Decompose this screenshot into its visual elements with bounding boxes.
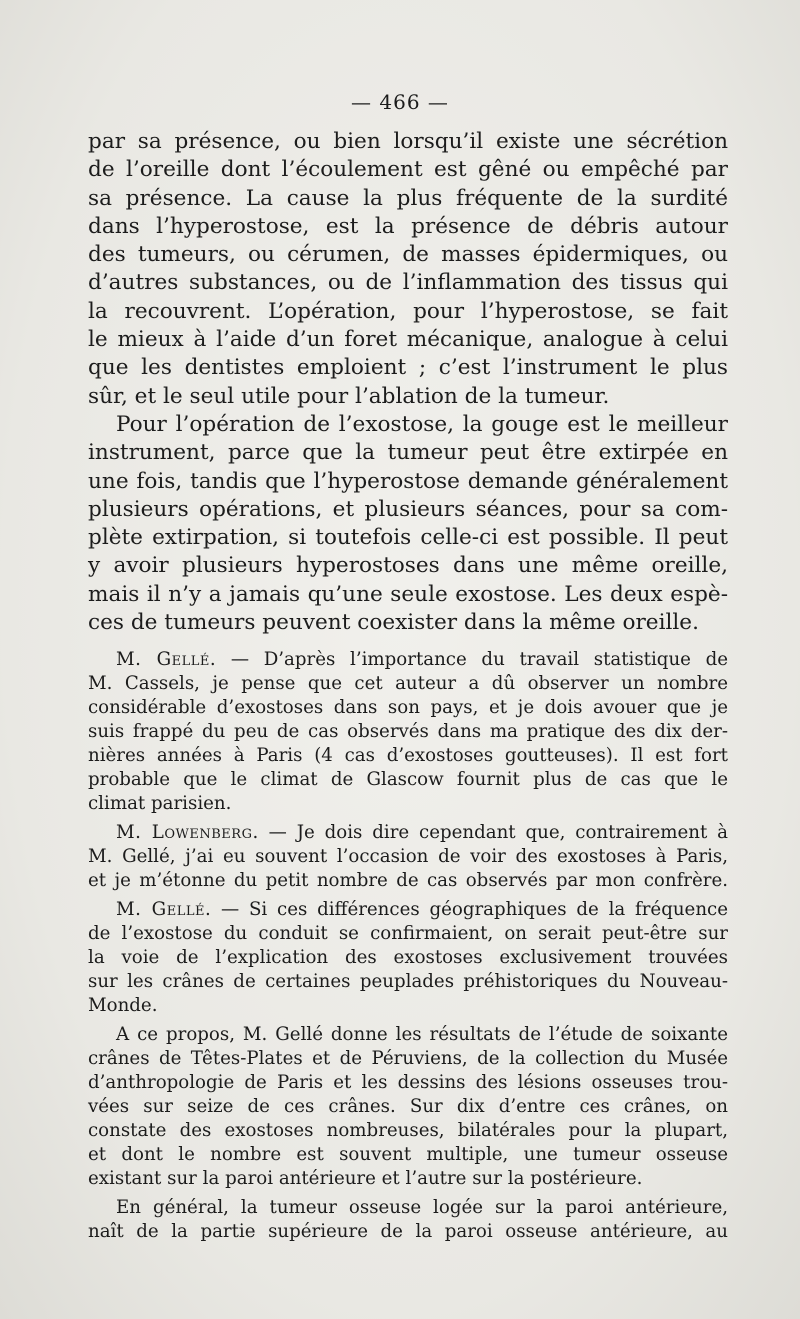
- discussion-paragraph-3: [88, 898, 728, 1018]
- text-line: instrument, parce que la tumeur peut être extirpée en: [88, 440, 728, 466]
- text-line: mais il n’y a jamais qu’une seule exostose. Les deux espè-: [88, 581, 728, 607]
- discussion-paragraph-1: [88, 648, 728, 816]
- text-line: considérable d’exostoses dans son pays, et je dois avouer que je: [88, 697, 728, 718]
- text-line: des tumeurs, ou cérumen, de masses épidermiques, ou: [88, 242, 728, 268]
- text-line: M. Gellé. — D’après l’importance du travail statistique de: [116, 649, 728, 670]
- text-line: la recouvrent. L’opération, pour l’hyperostose, se fait: [88, 298, 728, 324]
- text-line: M. Gellé, j’ai eu souvent l’occasion de voir des exostoses à Paris,: [88, 846, 728, 867]
- discussion-paragraph-4: [88, 1023, 728, 1191]
- text-line: crânes de Têtes-Plates et de Péruviens, de la collection du Musée: [88, 1048, 728, 1069]
- paragraph-1: [88, 128, 728, 411]
- text-line: En général, la tumeur osseuse logée sur la paroi antérieure,: [116, 1197, 728, 1218]
- text-line: la voie de l’explication des exostoses exclusivement trouvées: [88, 947, 728, 968]
- text-line: M. Cassels, je pense que cet auteur a dû observer un nombre: [88, 673, 728, 694]
- discussion-paragraph-5: [88, 1196, 728, 1244]
- text-line: de l’exostose du conduit se confirmaient, on serait peut-être sur: [88, 923, 728, 944]
- text-line: par sa présence, ou bien lorsqu’il existe une sécrétion: [88, 129, 728, 154]
- text-line: sa présence. La cause la plus fréquente de la surdité: [88, 185, 728, 211]
- text-line: une fois, tandis que l’hyperostose demande généralement: [88, 468, 728, 494]
- page-number: — 466 —: [351, 90, 449, 114]
- text-line: A ce propos, M. Gellé donne les résultats de l’étude de soixante: [116, 1024, 728, 1045]
- speaker-name: M. Gellé.: [116, 899, 212, 920]
- speaker-name: M. Gellé.: [116, 649, 217, 670]
- paragraph-2: [88, 411, 728, 637]
- main-text: [88, 128, 728, 637]
- text-line: que les dentistes emploient ; c’est l’instrument le plus: [88, 355, 728, 381]
- text-line: ces de tumeurs peuvent coexister dans la même oreille.: [88, 610, 699, 636]
- text-line: plète extirpation, si toutefois celle-ci est possible. Il peut: [88, 525, 728, 551]
- text-line: et dont le nombre est souvent multiple, une tumeur osseuse: [88, 1144, 728, 1165]
- speaker-name: M. Lowenberg.: [116, 822, 259, 843]
- text-line: y avoir plusieurs hyperostoses dans une même oreille,: [88, 553, 728, 579]
- text-line: dans l’hyperostose, est la présence de débris autour: [88, 213, 728, 239]
- text-line: Monde.: [88, 995, 158, 1016]
- text-line: sur les crânes de certaines peuplades préhistoriques du Nouveau-: [88, 971, 728, 992]
- text-line: naît de la partie supérieure de la paroi osseuse antérieure, au: [88, 1221, 728, 1242]
- text-line: suis frappé du peu de cas observés dans ma pratique des dix der-: [88, 721, 728, 742]
- text-line: d’anthropologie de Paris et les dessins des lésions osseuses trou-: [88, 1072, 728, 1093]
- discussion-paragraph-2: [88, 821, 728, 893]
- text-line: et je m’étonne du petit nombre de cas observés par mon confrère.: [88, 870, 728, 891]
- text-line: Pour l’opération de l’exostose, la gouge est le meilleur: [116, 411, 728, 437]
- text-line: nières années à Paris (4 cas d’exostoses goutteuses). Il est fort: [88, 745, 728, 766]
- text-line: le mieux à l’aide d’un foret mécanique, analogue à celui: [88, 327, 728, 353]
- text-line: sûr, et le seul utile pour l’ablation de la tumeur.: [88, 383, 610, 409]
- text-line: vées sur seize de ces crânes. Sur dix d’entre ces crânes, on: [88, 1096, 728, 1117]
- text-line: d’autres substances, ou de l’inflammation des tissus qui: [88, 270, 728, 296]
- text-line: plusieurs opérations, et plusieurs séances, pour sa com-: [88, 496, 728, 522]
- text-line: existant sur la paroi antérieure et l’autre sur la postérieure.: [88, 1168, 643, 1189]
- text-line: probable que le climat de Glascow fournit plus de cas que le: [88, 769, 728, 790]
- text-line: climat parisien.: [88, 793, 232, 814]
- discussion-text: [88, 648, 728, 1249]
- text-line: M. Gellé. — Si ces différences géographiques de la fréquence: [116, 899, 728, 920]
- text-line: de l’oreille dont l’écoulement est gêné ou empêché par: [88, 157, 728, 183]
- text-line: constate des exostoses nombreuses, bilatérales pour la plupart,: [88, 1120, 728, 1141]
- text-line: M. Lowenberg. — Je dois dire cependant que, contrairement à: [116, 822, 728, 843]
